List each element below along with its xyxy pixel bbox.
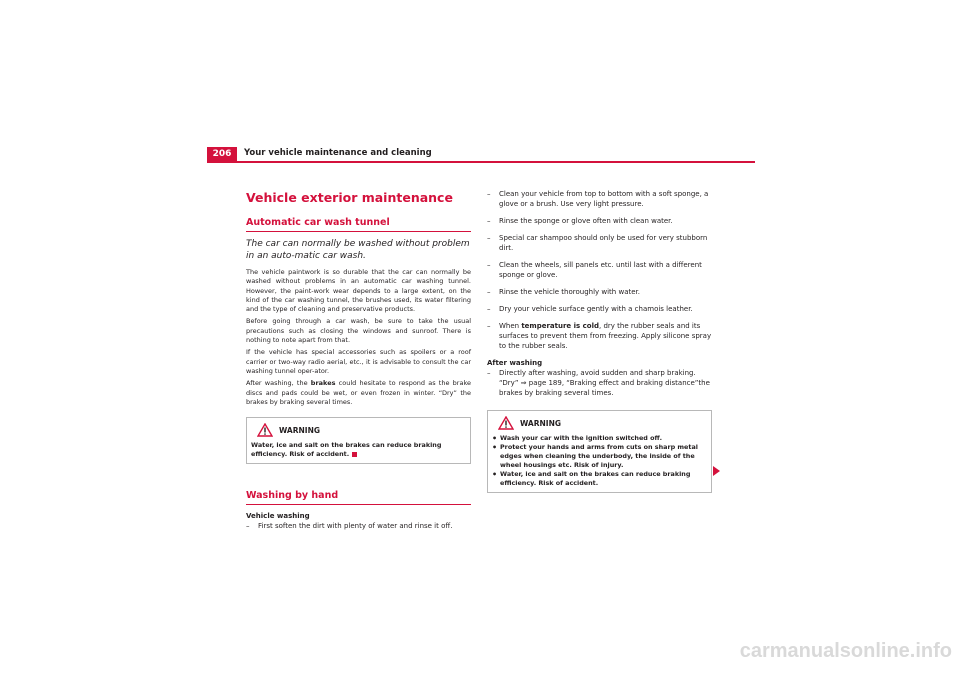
- p4-end: could hesitate to respond as the brake discs and pads could be wet, or even frozen in winter. “Dry” the brakes by braking several times.: [246, 379, 471, 406]
- warning-box-left: [246, 417, 471, 464]
- car-wash-paragraph-3: If the vehicle has special accessories such as spoilers or a roof carrier or two-way radio aerial, etc., it is advisable to consult the car washing tunnel oper-ator.: [246, 348, 471, 375]
- wash-step: [487, 233, 712, 253]
- p4-brakes: brakes: [310, 379, 336, 388]
- bullet-marker: •: [492, 434, 498, 443]
- vehicle-washing-subhead: Vehicle washing: [246, 512, 310, 521]
- bullet-marker: •: [492, 443, 498, 452]
- car-wash-paragraph-2: Before going through a car wash, be sure to take the usual precautions such as closing the windows and sunroof. There is nothing to note apart from that.: [246, 317, 471, 345]
- bullet-text: Protect your hands and arms from cuts on sharp metal edges when cleaning the underbody, the inside of the wheel housings etc. Risk of injury.: [500, 443, 698, 469]
- continue-arrow-icon: [713, 466, 720, 476]
- dash-marker: –: [487, 190, 491, 198]
- cold-step-start: When: [499, 322, 522, 330]
- cold-weather-step: [487, 321, 712, 351]
- wash-step: [487, 260, 712, 280]
- car-wash-paragraph-4: [246, 379, 471, 407]
- warning-bullet: [492, 470, 707, 488]
- step-text: First soften the dirt with plenty of water and rinse it off.: [258, 522, 453, 531]
- header-rule: [207, 161, 755, 163]
- hand-wash-step-1: [246, 521, 471, 531]
- warning-text-body: Water, ice and salt on the brakes can reduce braking efficiency. Risk of accident.: [251, 441, 442, 459]
- dash-marker: –: [487, 288, 491, 296]
- watermark-logo: carmanualsonline.info: [739, 640, 952, 662]
- step-text: Dry your vehicle surface gently with a chamois leather.: [499, 305, 693, 313]
- warning-triangle-icon: [257, 423, 273, 437]
- dash-marker: –: [246, 522, 250, 531]
- bullet-text: Water, ice and salt on the brakes can reduce braking efficiency. Risk of accident.: [500, 470, 691, 487]
- page-number: 206: [207, 147, 237, 161]
- step-text: Clean the wheels, sill panels etc. until last with a different sponge or glove.: [499, 261, 702, 279]
- dash-marker: –: [487, 369, 491, 377]
- hand-wash-title: Washing by hand: [246, 490, 471, 505]
- bullet-text: Wash your car with the ignition switched off.: [500, 434, 663, 442]
- dash-marker: –: [487, 234, 491, 242]
- warning-bullet: [492, 434, 707, 443]
- warning-triangle-icon: [498, 416, 514, 430]
- step-text: Clean your vehicle from top to bottom with a soft sponge, a glove or a brush. Use very light pressure.: [499, 190, 709, 208]
- warning-box-right: [487, 410, 712, 493]
- car-wash-paragraph-1: The vehicle paintwork is so durable that the car can normally be washed without problems in an automatic car washing tunnel. However, the paint-work wear depends to a large extent, on the kind of the car washing tunnel, the brushes used, its water filtering and the type of cleaning and preservative products.: [246, 268, 471, 314]
- after-washing-subhead: After washing: [487, 359, 543, 367]
- wash-step: [487, 287, 712, 297]
- car-wash-intro: The car can normally be washed without problem in an auto-matic car wash.: [246, 239, 470, 261]
- bullet-marker: •: [492, 470, 498, 479]
- warning-label: WARNING: [279, 425, 321, 435]
- dash-marker: –: [487, 261, 491, 269]
- step-text: Rinse the vehicle thoroughly with water.: [499, 288, 640, 296]
- car-wash-title: Automatic car wash tunnel: [246, 217, 471, 232]
- cold-step-end: , dry the rubber seals and its surfaces to prevent them from freezing. Apply silicone spray to the rubber seals.: [499, 322, 712, 350]
- after-washing-step: [487, 368, 712, 398]
- p4-start: After washing, the: [246, 379, 311, 388]
- warning-label: WARNING: [520, 418, 562, 428]
- dash-marker: –: [487, 217, 491, 225]
- warning-text: [251, 441, 466, 459]
- dash-marker: –: [487, 322, 491, 330]
- right-column: [487, 189, 712, 493]
- cold-step-bold: temperature is cold: [521, 322, 599, 330]
- wash-step: [487, 304, 712, 314]
- step-text: Rinse the sponge or glove often with clean water.: [499, 217, 673, 225]
- step-text: Special car shampoo should only be used for very stubborn dirt.: [499, 234, 708, 252]
- section-end-marker: [352, 452, 357, 457]
- wash-step: [487, 189, 712, 209]
- wash-step: [487, 216, 712, 226]
- warning-header: [251, 421, 466, 439]
- left-column: [246, 190, 471, 531]
- warning-bullet: [492, 443, 707, 470]
- step-text: Directly after washing, avoid sudden and sharp braking. “Dry” ⇒ page 189, “Braking effect and braking distance”the brakes by braking several times.: [499, 369, 710, 397]
- running-header: Your vehicle maintenance and cleaning: [244, 148, 432, 158]
- dash-marker: –: [487, 305, 491, 313]
- warning-header: [492, 414, 707, 432]
- section-title: Vehicle exterior maintenance: [246, 190, 453, 205]
